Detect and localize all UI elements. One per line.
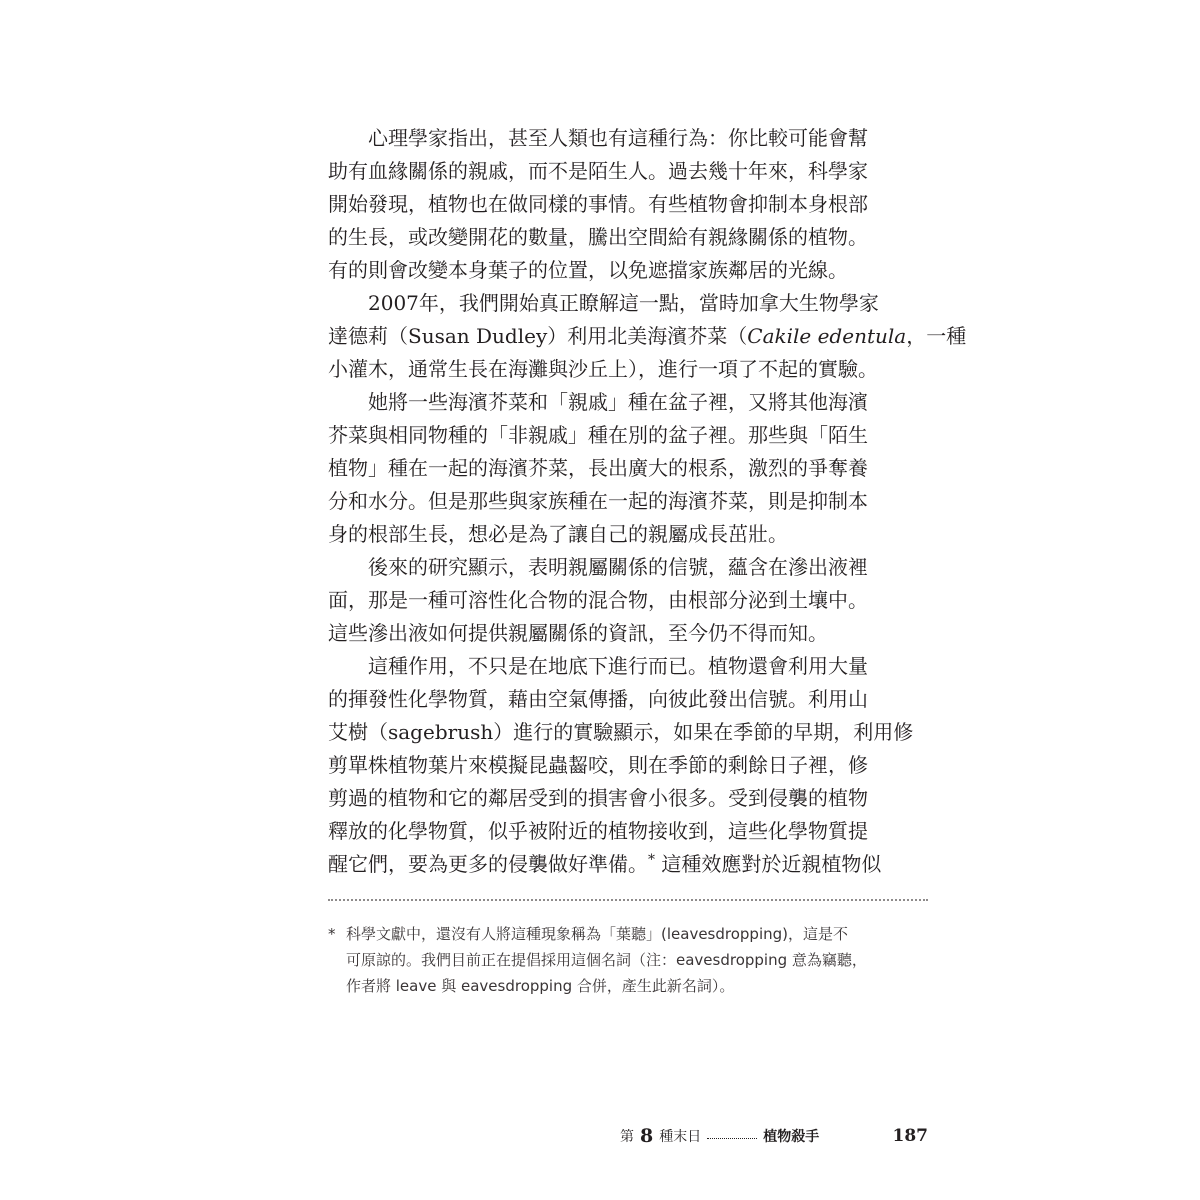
footnote-first-line <box>328 921 928 947</box>
footnote <box>328 921 928 999</box>
section-title: 植物殺手 <box>763 1129 820 1145</box>
chapter-title: 種末日 <box>659 1129 702 1145</box>
chapter-prefix: 第 <box>620 1129 634 1145</box>
text-line: 這些滲出液如何提供親屬關係的資訊，至今仍不得而知。 <box>328 621 828 645</box>
text-segment: ，一種 <box>906 324 967 348</box>
text-segment: 達德莉（Susan Dudley）利用北美海濱芥菜（ <box>328 324 748 348</box>
text-line: 分和水分。但是那些與家族種在一起的海濱芥菜，則是抑制本 <box>328 489 868 513</box>
text-line: 開始發現，植物也在做同樣的事情。有些植物會抑制本身根部 <box>328 192 868 216</box>
text-line <box>328 320 967 353</box>
text-segment: 這種效應對於近親植物似 <box>655 852 882 876</box>
footnote-text: 科學文獻中，還沒有人將這種現象稱為「葉聽」(leavesdropping)，這是不 <box>346 925 848 943</box>
text-line: 小灌木，通常生長在海灘與沙丘上），進行一項了不起的實驗。 <box>328 357 878 381</box>
footnote-reference[interactable]: * <box>648 852 655 868</box>
text-line: 後來的研究顯示，表明親屬關係的信號，蘊含在滲出液裡 <box>368 555 868 579</box>
text-line: 有的則會改變本身葉子的位置，以免遮擋家族鄰居的光線。 <box>328 258 848 282</box>
paragraph-3 <box>328 386 928 551</box>
text-line: 這種作用，不只是在地底下進行而已。植物還會利用大量 <box>368 654 868 678</box>
text-line: 的生長，或改變開花的數量，騰出空間給有親緣關係的植物。 <box>328 225 868 249</box>
chapter-number: 8 <box>640 1125 654 1147</box>
body-text <box>328 122 967 881</box>
paragraph-2 <box>328 287 967 386</box>
text-line: 艾樹（sagebrush）進行的實驗顯示，如果在季節的早期，利用修 <box>328 720 914 744</box>
text-line: 植物」種在一起的海濱芥菜，長出廣大的根系，激烈的爭奪養 <box>328 456 868 480</box>
text-line: 身的根部生長，想必是為了讓自己的親屬成長茁壯。 <box>328 522 788 546</box>
paragraph-5 <box>328 650 928 881</box>
footnote-text: 作者將 leave 與 eavesdropping 合併，產生此新名詞）。 <box>346 977 735 995</box>
footnote-marker: * <box>328 925 336 943</box>
text-line: 芥菜與相同物種的「非親戚」種在別的盆子裡。那些與「陌生 <box>328 423 868 447</box>
footnote-divider <box>328 899 928 901</box>
species-name: Cakile edentula <box>747 324 907 348</box>
page-number: 187 <box>892 1126 928 1146</box>
footer-dotted-leader <box>707 1138 757 1139</box>
text-line: 剪過的植物和它的鄰居受到的損害會小很多。受到侵襲的植物 <box>328 786 868 810</box>
text-line: 她將一些海濱芥菜和「親戚」種在盆子裡，又將其他海濱 <box>368 390 868 414</box>
paragraph-4 <box>328 551 928 650</box>
text-line: 心理學家指出，甚至人類也有這種行為：你比較可能會幫 <box>368 126 868 150</box>
running-footer <box>620 1126 928 1146</box>
text-line: 助有血緣關係的親戚，而不是陌生人。過去幾十年來，科學家 <box>328 159 868 183</box>
text-line: 剪單株植物葉片來模擬昆蟲齧咬，則在季節的剩餘日子裡，修 <box>328 753 868 777</box>
text-line: 釋放的化學物質，似乎被附近的植物接收到，這些化學物質提 <box>328 819 868 843</box>
text-line <box>328 848 928 881</box>
text-segment: 醒它們，要為更多的侵襲做好準備。 <box>328 852 648 876</box>
footnote-text: 可原諒的。我們目前正在提倡採用這個名詞（注：eavesdropping 意為竊聽， <box>346 951 867 969</box>
text-line: 的揮發性化學物質，藉由空氣傳播，向彼此發出信號。利用山 <box>328 687 868 711</box>
paragraph-1 <box>328 122 928 287</box>
text-line: 面，那是一種可溶性化合物的混合物，由根部分泌到土壤中。 <box>328 588 868 612</box>
text-line: 2007年，我們開始真正瞭解這一點，當時加拿大生物學家 <box>368 291 879 315</box>
